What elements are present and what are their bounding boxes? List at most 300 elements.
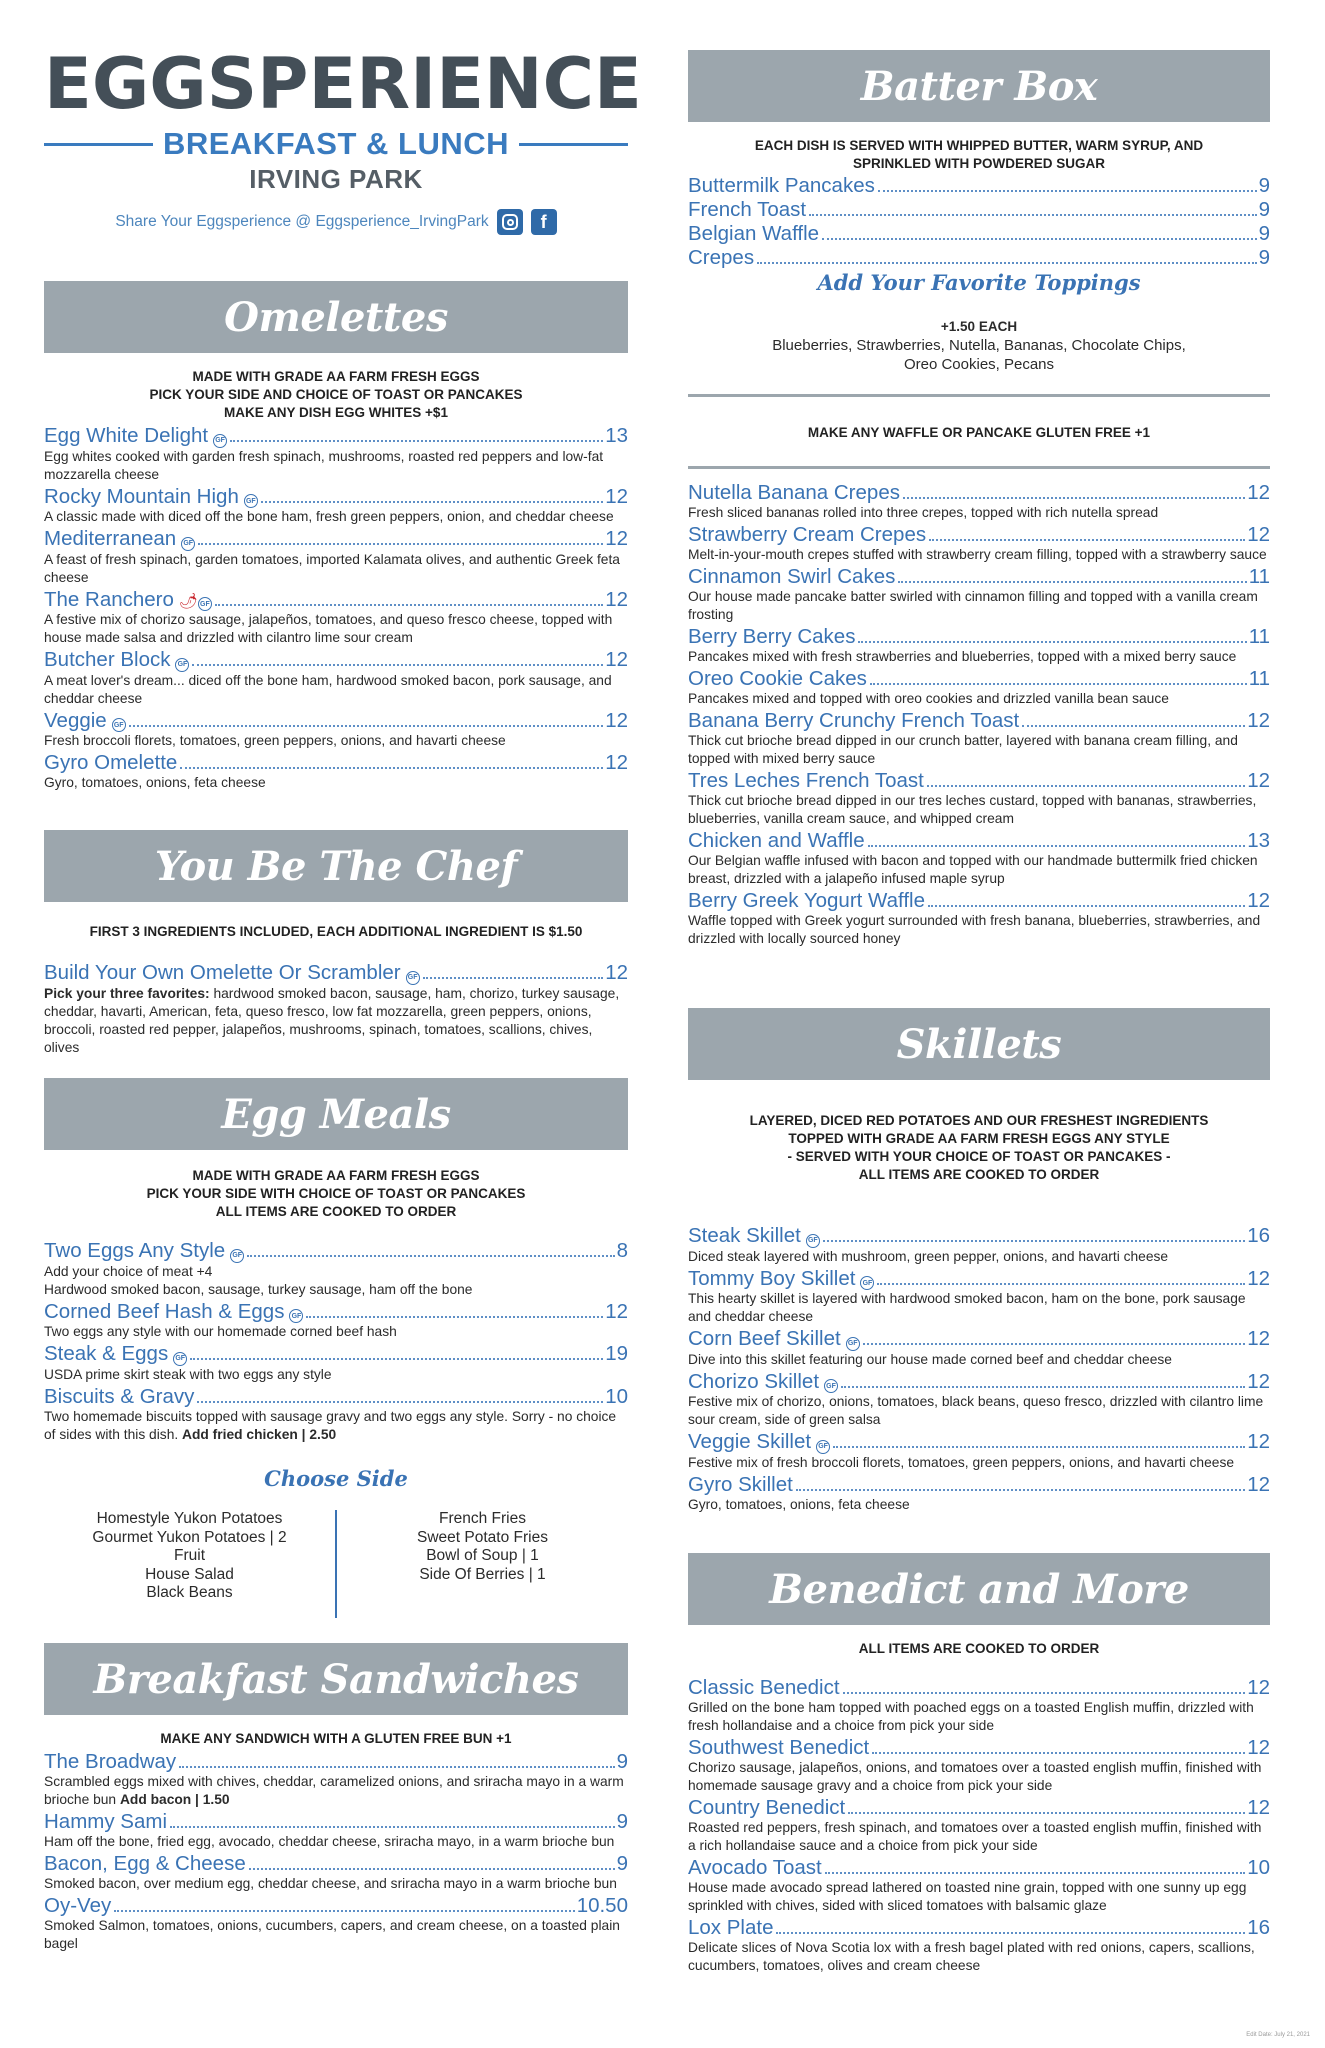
item-price: 12	[1247, 1430, 1270, 1453]
item-description	[688, 1699, 1270, 1735]
item-name: Tres Leches French Toast	[688, 769, 924, 792]
chef-banner: You Be The Chef	[44, 830, 628, 902]
item-name: Nutella Banana Crepes	[688, 481, 900, 504]
item-price: 9	[1258, 222, 1270, 245]
item-price: 12	[605, 648, 628, 671]
benedict-note: ALL ITEMS ARE COOKED TO ORDER	[858, 1641, 1100, 1656]
item-description	[688, 1351, 1270, 1369]
item-name: Chicken and Waffle	[688, 829, 865, 852]
dot-leader	[929, 539, 1245, 541]
dot-leader	[870, 683, 1247, 685]
item-name: French Toast	[688, 198, 807, 221]
menu-item[interactable]	[44, 1852, 628, 1893]
menu-item[interactable]	[44, 1750, 628, 1809]
menu-item[interactable]	[688, 174, 1270, 197]
note-line: ALL ITEMS ARE COOKED TO ORDER	[858, 1167, 1100, 1182]
desc-text: Delicate slices of Nova Scotia lox with a fresh bagel plated with red onions, capers, scallions, cucumbers, tomatoes, olives and cream cheese	[688, 1940, 1255, 1973]
dot-leader	[423, 977, 604, 979]
benedict-list	[688, 1676, 1270, 1976]
item-name: Gyro Skillet	[688, 1472, 793, 1496]
desc-text: A festive mix of chorizo sausage, jalapeños, tomatoes, and queso fresco cheese, topped with house made salsa and drizzled with cilantro lime sour cream	[44, 612, 613, 645]
desc-text: Scrambled eggs mixed with chives, cheddar, caramelized onions, and sriracha mayo in a warm brioche bun	[44, 1774, 624, 1807]
item-description	[688, 504, 1270, 522]
item-description	[44, 1323, 628, 1341]
menu-item[interactable]	[688, 1327, 1270, 1369]
dot-leader	[898, 581, 1246, 583]
menu-item[interactable]	[44, 648, 628, 708]
desc-text: Chorizo sausage, jalapeños, onions, and tomatoes over a toasted english muffin, finished with homemade sausage gravy and a choice from pick your side	[688, 1760, 1262, 1793]
menu-item[interactable]	[44, 1894, 628, 1953]
brand-subtitle-text: BREAKFAST & LUNCH	[162, 126, 510, 161]
item-price: 12	[1247, 769, 1270, 792]
dot-leader	[848, 1812, 1245, 1814]
item-price: 11	[1248, 565, 1270, 588]
menu-item[interactable]	[688, 222, 1270, 245]
toppings-line: Oreo Cookies, Pecans	[903, 356, 1055, 373]
note-line: PICK YOUR SIDE WITH CHOICE OF TOAST OR PANCAKES	[146, 1186, 526, 1201]
gluten-free-icon: GF	[175, 658, 189, 672]
desc-text: Our Belgian waffle infused with bacon and topped with our handmade buttermilk fried chicken breast, drizzled with a jalapeño infused maple syrup	[688, 853, 1258, 886]
item-name: Oy-Vey	[44, 1894, 112, 1917]
side-option: Fruit	[174, 1547, 205, 1564]
desc-text: Add your choice of meat +4	[44, 1263, 213, 1279]
item-name: Berry Berry Cakes	[688, 625, 856, 648]
menu-item[interactable]	[688, 1676, 1270, 1735]
item-price: 12	[1247, 889, 1270, 912]
skillets-note	[688, 1112, 1270, 1184]
benedict-banner: Benedict and More	[688, 1553, 1270, 1625]
note-line: TOPPED WITH GRADE AA FARM FRESH EGGS ANY STYLE	[788, 1131, 1170, 1146]
dot-leader	[833, 1446, 1245, 1448]
gluten-free-icon: GF	[230, 1249, 244, 1263]
desc-text: Thick cut brioche bread dipped in our tres leches custard, topped with bananas, strawberries, blueberries, vanilla cream sauce, and whipped cream	[688, 793, 1257, 826]
batter-box-banner: Batter Box	[688, 50, 1270, 122]
side-option: Sweet Potato Fries	[417, 1528, 548, 1546]
item-description	[688, 732, 1270, 768]
item-name: Lox Plate	[688, 1916, 774, 1939]
item-name: Steak & Eggs	[44, 1342, 169, 1365]
note-line: ALL ITEMS ARE COOKED TO ORDER	[215, 1204, 457, 1219]
desc-bold: Add bacon | 1.50	[119, 1792, 230, 1807]
side-option: French Fries	[439, 1510, 526, 1527]
sandwiches-note: MAKE ANY SANDWICH WITH A GLUTEN FREE BUN +1	[160, 1731, 512, 1746]
dot-leader	[872, 1752, 1245, 1754]
item-description	[44, 1366, 628, 1384]
item-name: Buttermilk Pancakes	[688, 174, 875, 197]
item-name: Country Benedict	[688, 1796, 846, 1819]
item-name: Corn Beef Skillet	[688, 1327, 841, 1350]
menu-item[interactable]	[688, 1856, 1270, 1915]
sides-list	[44, 1510, 628, 1618]
item-price: 12	[1247, 1266, 1270, 1290]
gluten-free-icon: GF	[824, 1379, 838, 1393]
omelettes-banner: Omelettes	[44, 281, 628, 353]
desc-text: A meat lover's dream... diced off the bone ham, hardwood smoked bacon, pork sausage, and cheddar cheese	[44, 672, 612, 706]
item-description	[688, 852, 1270, 888]
item-price: 12	[1247, 1796, 1270, 1819]
item-price: 11	[1248, 625, 1270, 648]
batter-box-note	[688, 137, 1270, 173]
menu-item[interactable]	[44, 709, 628, 751]
item-name: Gyro Omelette	[44, 751, 178, 774]
toppings-block	[688, 318, 1270, 374]
divider	[688, 466, 1270, 469]
menu-item[interactable]	[688, 565, 1270, 624]
dot-leader	[796, 1489, 1245, 1491]
brand-name: EGGSPERIENCE	[44, 43, 642, 125]
dot-leader	[197, 1401, 603, 1403]
item-description	[688, 792, 1270, 828]
side-option: House Salad	[145, 1565, 234, 1583]
menu-item[interactable]	[44, 527, 628, 587]
note-line: - SERVED WITH YOUR CHOICE OF TOAST OR PANCAKES -	[787, 1149, 1171, 1164]
menu-item[interactable]	[688, 523, 1270, 564]
item-description	[688, 912, 1270, 948]
menu-item[interactable]	[688, 769, 1270, 828]
item-name: Hammy Sami	[44, 1810, 168, 1833]
desc-bold: Pick your three favorites:	[44, 985, 210, 1001]
desc-text: Roasted red peppers, fresh spinach, and tomatoes over a toasted english muffin, finished with a rich hollandaise sauce and a choice from pick your side	[688, 1820, 1262, 1853]
item-price: 12	[605, 587, 628, 611]
side-option: Homestyle Yukon Potatoes	[96, 1510, 283, 1527]
item-price: 8	[616, 1239, 628, 1262]
menu-item[interactable]	[44, 1300, 628, 1342]
gluten-free-icon: GF	[198, 597, 212, 611]
item-name: Corned Beef Hash & Eggs	[44, 1299, 285, 1323]
item-price: 12	[605, 1299, 628, 1323]
menu-item[interactable]	[688, 1224, 1270, 1266]
item-price: 12	[605, 961, 628, 984]
menu-item[interactable]	[688, 246, 1270, 269]
item-name: Chorizo Skillet	[688, 1369, 820, 1393]
toppings-title: Add Your Favorite Toppings	[817, 270, 1141, 295]
item-price: 12	[605, 751, 628, 774]
desc-text: Festive mix of chorizo, onions, tomatoes, black beans, queso fresco, drizzled with cilantro lime sour cream, side of green salsa	[688, 1394, 1264, 1427]
item-name: Egg White Delight	[44, 424, 209, 447]
egg-meals-note	[44, 1167, 628, 1221]
item-description	[44, 1875, 628, 1893]
item-name: Build Your Own Omelette Or Scrambler	[44, 961, 401, 984]
choose-side-title: Choose Side	[264, 1466, 408, 1491]
desc-text: USDA prime skirt steak with two eggs any style	[44, 1366, 332, 1382]
dot-leader	[757, 262, 1257, 264]
gluten-free-icon: GF	[846, 1337, 860, 1351]
desc-text: Fresh broccoli florets, tomatoes, green peppers, onions, and havarti cheese	[44, 733, 506, 748]
item-description	[44, 611, 628, 647]
desc-text: Pancakes mixed and topped with oreo cookies and drizzled vanilla bean sauce	[688, 691, 1169, 706]
item-price: 19	[605, 1342, 628, 1365]
gluten-free-icon: GF	[406, 971, 420, 985]
facebook-icon[interactable]: f	[531, 209, 557, 235]
menu-item[interactable]	[44, 588, 628, 648]
item-price: 10	[1247, 1856, 1270, 1879]
dot-leader	[868, 845, 1246, 847]
dot-leader	[843, 1692, 1246, 1694]
item-price: 12	[605, 708, 628, 732]
item-name: Cinnamon Swirl Cakes	[688, 565, 896, 588]
dot-leader	[192, 664, 603, 666]
menu-item[interactable]	[688, 889, 1270, 948]
item-description	[44, 448, 628, 484]
item-price: 9	[616, 1810, 628, 1833]
desc-text: Two homemade biscuits topped with sausage gravy and two eggs any style. Sorry - no choice of sides with this dish.	[44, 1408, 617, 1442]
item-description	[688, 1248, 1270, 1266]
menu-item[interactable]	[44, 1385, 628, 1444]
gluten-free-icon: GF	[816, 1440, 830, 1454]
menu-item[interactable]	[688, 1916, 1270, 1975]
chef-item	[44, 961, 628, 1058]
dot-leader	[822, 238, 1257, 240]
desc-text: Our house made pancake batter swirled with cinnamon filling and topped with a vanilla cream frosting	[688, 589, 1258, 622]
gluten-free-icon: GF	[806, 1234, 820, 1248]
batter-basics-list	[688, 174, 1270, 270]
note-line: PICK YOUR SIDE AND CHOICE OF TOAST OR PANCAKES	[149, 387, 523, 402]
desc-text: Thick cut brioche bread dipped in our crunch batter, layered with banana cream filling, and topped with mixed berry sauce	[688, 733, 1238, 766]
menu-item[interactable]	[688, 1267, 1270, 1327]
item-description	[44, 1773, 628, 1809]
item-description	[688, 648, 1270, 666]
menu-item[interactable]	[44, 961, 628, 1057]
item-price: 12	[1247, 523, 1270, 546]
dot-leader	[903, 497, 1245, 499]
desc-text: Ham off the bone, fried egg, avocado, cheddar cheese, sriracha mayo, in a warm brioche bun	[44, 1834, 615, 1849]
item-price: 12	[605, 484, 628, 508]
divider	[519, 143, 628, 146]
chef-note: FIRST 3 INGREDIENTS INCLUDED, EACH ADDITIONAL INGREDIENT IS $1.50	[89, 924, 583, 939]
brand-header	[44, 43, 642, 235]
desc-text: Diced steak layered with mushroom, green pepper, onions, and havarti cheese	[688, 1248, 1169, 1264]
gluten-free-note: MAKE ANY WAFFLE OR PANCAKE GLUTEN FREE +1	[807, 425, 1151, 440]
desc-text: This hearty skillet is layered with hardwood smoked bacon, ham on the bone, pork sausage and cheddar cheese	[688, 1291, 1246, 1324]
toppings-price: +1.50 EACH	[940, 319, 1018, 334]
batter-box-list	[688, 481, 1270, 949]
item-price: 16	[1247, 1224, 1270, 1247]
dot-leader	[215, 604, 603, 606]
item-description	[688, 1879, 1270, 1915]
item-price: 13	[1247, 829, 1270, 852]
dot-leader	[170, 1826, 615, 1828]
menu-item[interactable]	[44, 1342, 628, 1384]
side-option: Gourmet Yukon Potatoes | 2	[92, 1528, 287, 1546]
side-option: Bowl of Soup | 1	[426, 1547, 539, 1564]
brand-location: IRVING PARK	[249, 164, 423, 194]
item-name: Strawberry Cream Crepes	[688, 523, 927, 546]
item-price: 12	[1247, 1736, 1270, 1759]
item-name: Berry Greek Yogurt Waffle	[688, 889, 926, 912]
item-price: 13	[605, 424, 628, 447]
gluten-free-icon: GF	[173, 1352, 187, 1366]
item-name: Banana Berry Crunchy French Toast	[688, 709, 1020, 732]
dot-leader	[877, 1283, 1245, 1285]
omelettes-note	[44, 368, 628, 422]
menu-item[interactable]	[44, 751, 628, 792]
dot-leader	[114, 1910, 574, 1912]
note-line: MAKE ANY DISH EGG WHITES +$1	[224, 405, 448, 420]
instagram-icon[interactable]	[497, 209, 523, 235]
item-description	[44, 732, 628, 750]
desc-text: Pancakes mixed with fresh strawberries and blueberries, topped with a mixed berry sauce	[688, 649, 1237, 664]
dot-leader	[809, 214, 1256, 216]
brand-subtitle	[44, 126, 628, 162]
dot-leader	[776, 1932, 1245, 1934]
item-description	[44, 1408, 628, 1444]
desc-text: Fresh sliced bananas rolled into three crepes, topped with rich nutella spread	[688, 505, 1159, 520]
item-price: 10.50	[576, 1894, 628, 1917]
item-price: 12	[1247, 1472, 1270, 1496]
dot-leader	[823, 1240, 1245, 1242]
menu-item[interactable]	[688, 1796, 1270, 1855]
divider	[688, 394, 1270, 397]
dot-leader	[306, 1316, 603, 1318]
item-price: 16	[1247, 1916, 1270, 1939]
dot-leader	[179, 1766, 614, 1768]
dot-leader	[858, 641, 1246, 643]
menu-item[interactable]	[688, 709, 1270, 768]
item-price: 10	[605, 1384, 628, 1408]
item-name: Avocado Toast	[688, 1856, 822, 1879]
item-price: 11	[1248, 667, 1270, 690]
desc-text: hardwood smoked bacon, sausage, ham, chorizo, turkey sausage, cheddar, havarti, American, feta, queso fresco, low fat mozzarella, green peppers, onions, broccoli, roasted red pepper, jalapeños, mushrooms, spinach, tomatoes, scallions, chives, olives	[44, 985, 620, 1055]
item-price: 12	[1247, 709, 1270, 732]
skillets-list	[688, 1224, 1270, 1515]
gluten-free-icon: GF	[860, 1276, 874, 1290]
item-name: The Ranchero	[44, 587, 174, 611]
item-price: 12	[1247, 1327, 1270, 1350]
desc-text: A classic made with diced off the bone ham, fresh green peppers, onion, and cheddar cheese	[44, 509, 614, 524]
dot-leader	[928, 905, 1245, 907]
dot-leader	[863, 1343, 1246, 1345]
item-name: Southwest Benedict	[688, 1736, 870, 1759]
omelettes-list	[44, 424, 628, 793]
dot-leader	[198, 543, 603, 545]
menu-item[interactable]	[688, 1473, 1270, 1514]
gluten-free-icon: GF	[289, 1309, 303, 1323]
dot-leader	[180, 767, 603, 769]
divider	[44, 143, 153, 146]
dot-leader	[878, 190, 1257, 192]
dot-leader	[1022, 725, 1245, 727]
item-description: Hardwood smoked bacon, sausage, turkey sausage, ham off the bone	[44, 1281, 473, 1297]
item-name: Veggie Skillet	[688, 1430, 812, 1453]
dot-leader	[261, 501, 603, 503]
egg-meals-list	[44, 1239, 628, 1445]
item-name: Crepes	[688, 246, 755, 269]
item-name: Butcher Block	[44, 648, 171, 671]
menu-item[interactable]	[688, 1736, 1270, 1795]
side-option: Black Beans	[146, 1584, 233, 1601]
menu-item[interactable]	[688, 1430, 1270, 1472]
desc-text: Egg whites cooked with garden fresh spinach, mushrooms, roasted red peppers and low-fat mozzarella cheese	[44, 448, 604, 482]
item-description	[688, 546, 1270, 564]
item-description	[44, 508, 628, 526]
menu-item[interactable]	[44, 424, 628, 484]
sides-right	[337, 1510, 628, 1618]
desc-text: House made avocado spread lathered on toasted nine grain, topped with one sunny up egg sprinkled with chives, sided with sliced tomatoes with balsamic glaze	[688, 1880, 1247, 1913]
item-description	[688, 1939, 1270, 1975]
note-line: MADE WITH GRADE AA FARM FRESH EGGS	[192, 1168, 480, 1183]
desc-bold: Add fried chicken | 2.50	[182, 1426, 337, 1442]
desc-text: Smoked bacon, over medium egg, cheddar cheese, and sriracha mayo in a warm brioche bun	[44, 1876, 617, 1891]
menu-item[interactable]	[688, 1370, 1270, 1430]
desc-text: Two eggs any style with our homemade corned beef hash	[44, 1324, 397, 1339]
item-description	[688, 1454, 1270, 1472]
item-name: Bacon, Egg & Cheese	[44, 1852, 246, 1875]
menu-item[interactable]	[44, 485, 628, 527]
toppings-line: Blueberries, Strawberries, Nutella, Bananas, Chocolate Chips,	[772, 337, 1186, 354]
item-description	[688, 1290, 1270, 1326]
desc-text: Melt-in-your-mouth crepes stuffed with strawberry cream filling, topped with a strawberry sauce	[688, 547, 1267, 562]
menu-item[interactable]	[688, 829, 1270, 888]
item-name: Biscuits & Gravy	[44, 1384, 195, 1408]
skillets-banner: Skillets	[688, 1008, 1270, 1080]
share-text: Share Your Eggsperience @ Eggsperience_IrvingPark	[115, 213, 489, 230]
item-price: 9	[1258, 198, 1270, 221]
item-description	[44, 1833, 628, 1851]
dot-leader	[230, 440, 603, 442]
desc-text: Festive mix of fresh broccoli florets, tomatoes, green peppers, onions, and havarti cheese	[688, 1454, 1235, 1470]
item-name: The Broadway	[44, 1750, 177, 1773]
menu-item[interactable]	[688, 198, 1270, 221]
item-description	[44, 672, 628, 708]
item-name: Belgian Waffle	[688, 222, 820, 245]
dot-leader	[249, 1868, 615, 1870]
item-name: Tommy Boy Skillet	[688, 1266, 856, 1290]
item-description	[44, 551, 628, 587]
note-line: MADE WITH GRADE AA FARM FRESH EGGS	[192, 369, 480, 384]
gluten-free-icon: GF	[244, 494, 258, 508]
chili-pepper-icon: 🌶	[178, 592, 198, 610]
dot-leader	[190, 1358, 603, 1360]
gluten-free-icon: GF	[112, 718, 126, 732]
item-name: Steak Skillet	[688, 1224, 801, 1247]
item-description	[688, 1819, 1270, 1855]
dot-leader	[129, 725, 603, 727]
menu-item[interactable]	[688, 481, 1270, 522]
menu-item[interactable]	[44, 1239, 628, 1299]
item-price: 12	[1247, 1369, 1270, 1393]
item-description	[688, 1393, 1270, 1429]
note-line: EACH DISH IS SERVED WITH WHIPPED BUTTER, WARM SYRUP, AND	[754, 138, 1204, 153]
item-price: 9	[616, 1750, 628, 1773]
item-description	[688, 588, 1270, 624]
item-name: Veggie	[44, 708, 107, 732]
note-line: LAYERED, DICED RED POTATOES AND OUR FRESHEST INGREDIENTS	[749, 1113, 1209, 1128]
item-name: Two Eggs Any Style	[44, 1239, 226, 1262]
desc-text: Dive into this skillet featuring our house made corned beef and cheddar cheese	[688, 1351, 1172, 1367]
menu-item[interactable]	[688, 667, 1270, 708]
dot-leader	[247, 1255, 614, 1257]
side-option: Side Of Berries | 1	[419, 1565, 546, 1583]
item-description	[44, 1917, 628, 1953]
dot-leader	[825, 1872, 1245, 1874]
item-name: Oreo Cookie Cakes	[688, 667, 867, 690]
menu-item[interactable]	[44, 1810, 628, 1851]
item-description	[44, 985, 628, 1057]
dot-leader	[841, 1386, 1245, 1388]
desc-text: Gyro, tomatoes, onions, feta cheese	[44, 775, 266, 790]
item-price: 9	[1258, 246, 1270, 269]
edit-date: Edit Date: July 21, 2021	[1246, 2032, 1310, 2038]
item-name: Classic Benedict	[688, 1676, 840, 1699]
desc-text: A feast of fresh spinach, garden tomatoes, imported Kalamata olives, and authentic Greek feta cheese	[44, 551, 620, 585]
menu-item[interactable]	[688, 625, 1270, 666]
item-description	[688, 1759, 1270, 1795]
sandwiches-list	[44, 1750, 628, 1954]
item-name: Rocky Mountain High	[44, 484, 239, 508]
item-price: 9	[616, 1852, 628, 1875]
desc-text: Grilled on the bone ham topped with poached eggs on a toasted English muffin, drizzled with fresh hollandaise and a choice from pick your side	[688, 1700, 1254, 1733]
share-line	[44, 209, 628, 235]
